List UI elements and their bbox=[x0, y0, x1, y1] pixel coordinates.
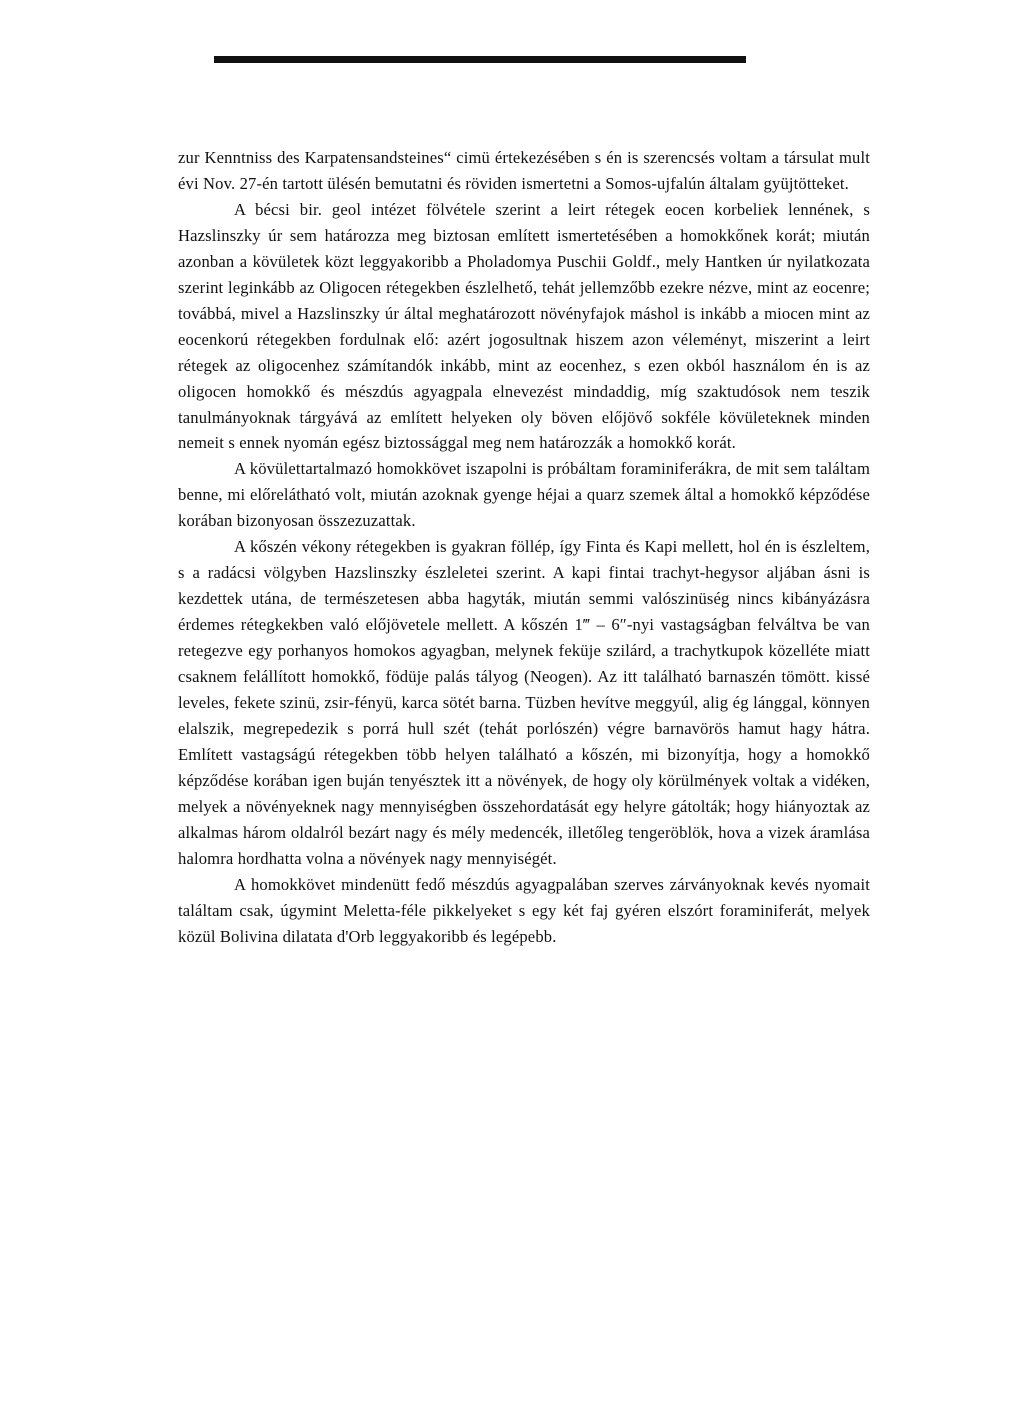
paragraph-coal: A kőszén vékony rétegekben is gyakran föllép, így Finta és Kapi mellett, hol én is észleltem, s a radácsi völgyben Hazslinszky észleletei szerint. A kapi fintai trachyt-hegysor aljában ásni is kezdettek utána, de természetesen abba hagyták, miután semmi valószinüség nincs kibányázásra érdemes rétegkekben való előjövetele mellett. A kőszén 1‴ – 6″-nyi vastagságban felváltva be van retegezve egy porhanyos homokos agyagban, melynek feküje szilárd, a trachytkupok közelléte miatt csaknem felállított homokkő, födüje palás tályog (Neogen). Az itt található barnaszén tömött. kissé leveles, fekete szinü, zsir-fényü, karca sötét barna. Tüzben hevítve meggyúl, alig ég lánggal, könnyen elalszik, megrepedezik s porrá hull szét (tehát porlószén) végre barnavörös hamut hagy hátra. Említett vastagságú rétegekben több helyen található a kőszén, mi bizonyítja, hogy a homokkő képződése korában igen buján tenyésztek itt a növények, de hogy oly körülmények voltak a vidéken, melyek a növényeknek nagy mennyiségben összehordatását egy helyre gátolták; hogy hiányoztak az alkalmas három oldalról bezárt nagy és mély medencék, illetőleg tengeröblök, hova a vizek áramlása halomra hordhatta volna a növények nagy mennyiségét. bbox=[178, 537, 870, 868]
paragraph-foraminifera: A kövülettartalmazó homokkövet iszapolni is próbáltam foraminiferákra, de mit sem találtam benne, mi előrelátható volt, miután azoknak gyenge héjai a quarz szemek által a homokkő képződése korában bizonyosan összezuzattak. bbox=[178, 459, 870, 531]
header-rule bbox=[214, 56, 746, 63]
paragraph-shale-fossils: A homokkövet mindenütt fedő mészdús agyagpalában szerves zárványoknak kevés nyomait találtam csak, úgymint Meletta-féle pikkelyeket s egy két faj gyéren elszórt foraminiferát, melyek közül Bolivina dilatata d'Orb leggyakoribb és legépebb. bbox=[178, 874, 870, 946]
paragraph-geology-age: A bécsi bir. geol intézet fölvétele szerint a leirt rétegek eocen korbeliek lennének, s Hazslinszky úr sem határozza meg biztosan említett ismertetésében a homokkőnek korát; miután azonban a kövületek közt leggyakoribb a Pholadomya Puschii Goldf., mely Hantken úr nyilatkozata szerint leginkább az Oligocen rétegekben észlelhető, tehát jellemzőbb ezekre nézve, mint az eocenre; továbbá, mivel a Hazslinszky úr által meghatározott növényfajok máshol is inkább a miocen mint az eocenkorú rétegekben fordulnak elő: azért jogosultnak hiszem azon véleményt, miszerint a leirt rétegek az oligocenhez számítandók inkább, mint az eocenhez, s ezen okból használom én is az oligocen homokkő és mészdús agyagpala elnevezést mindaddig, míg szaktudósok nem teszik tanulmányoknak tárgyává az említett helyeken oly böven előjövő sokféle kövületeknek minden nemeit s ennek nyomán egész biztossággal meg nem határozzák a homokkő korát. bbox=[178, 199, 870, 453]
body-text bbox=[178, 145, 870, 950]
paragraph-continuation: zur Kenntniss des Karpatensandsteines“ cimü értekezésében s én is szerencsés voltam a társulat mult évi Nov. 27-én tartott ülésén bemutatni és röviden ismertetni a Somos-ujfalún általam gyüjtötteket. bbox=[178, 148, 870, 193]
